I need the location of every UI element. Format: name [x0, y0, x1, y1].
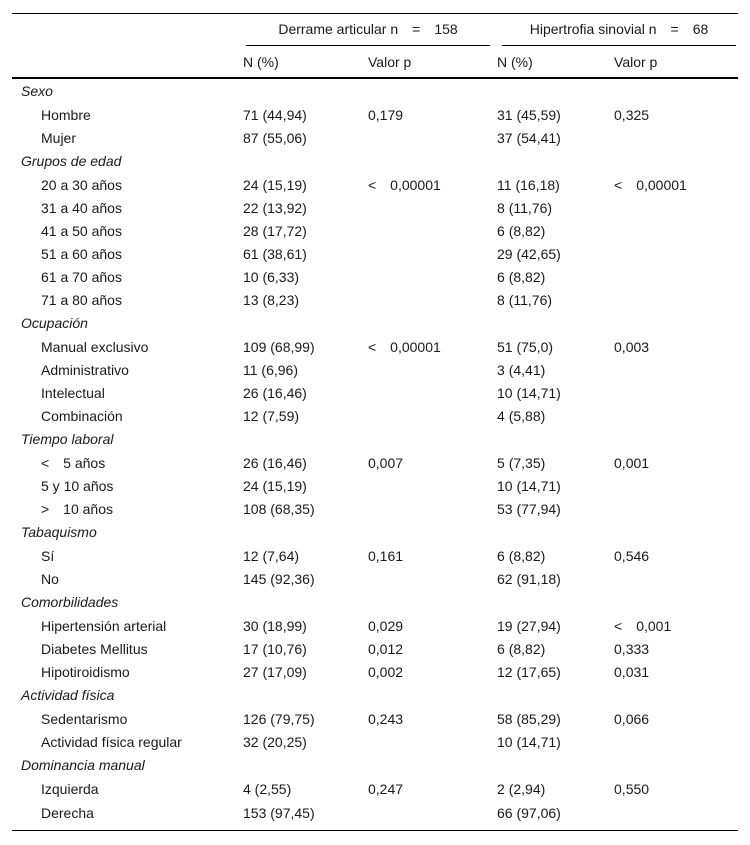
table-row — [12, 358, 738, 381]
cell-p-derrame — [361, 567, 492, 590]
cell-n-hipertrofia: 66 (97,06) — [492, 800, 609, 831]
section-title: Tabaquismo — [21, 524, 97, 540]
row-label: 51 a 60 años — [41, 245, 122, 262]
cell-n-derrame: 27 (17,09) — [243, 663, 307, 680]
section-header-row — [12, 753, 738, 777]
row-label: < 5 años — [41, 454, 106, 471]
cell-p-derrame — [361, 474, 492, 497]
table-row — [12, 800, 738, 831]
table-row — [12, 196, 738, 219]
cell-p-derrame — [361, 242, 492, 265]
row-label: Sí — [41, 547, 55, 564]
header-group-derrame: Derrame articular n = 158 — [236, 14, 492, 47]
cell-n-derrame: 71 (44,94) — [243, 106, 307, 123]
cell-n-derrame: 12 (7,59) — [243, 407, 300, 424]
cell-n-hipertrofia: 6 (8,82) — [497, 547, 546, 564]
row-label: 61 a 70 años — [41, 268, 122, 285]
cell-n-derrame: 24 (15,19) — [243, 176, 307, 193]
cell-p-hipertrofia — [609, 381, 738, 404]
cell-n-hipertrofia: 37 (54,41) — [497, 129, 561, 146]
header-group-hipertrofia: Hipertrofia sinovial n = 68 — [492, 14, 738, 47]
table-row — [12, 242, 738, 265]
cell-p-hipertrofia — [609, 265, 738, 288]
cell-n-hipertrofia: 62 (91,18) — [497, 570, 561, 587]
section-header-row — [12, 590, 738, 614]
row-label: Combinación — [41, 407, 123, 424]
row-label: 20 a 30 años — [41, 176, 122, 193]
row-label: Hipertensión arterial — [41, 617, 167, 634]
cell-p-derrame: 0,029 — [368, 617, 404, 634]
cell-p-hipertrofia — [609, 288, 738, 311]
cell-n-hipertrofia: 31 (45,59) — [497, 106, 561, 123]
section-title: Comorbilidades — [21, 594, 119, 610]
cell-n-derrame: 153 (97,45) — [236, 800, 361, 831]
cell-n-hipertrofia: 58 (85,29) — [497, 710, 561, 727]
section-title: Dominancia manual — [21, 757, 145, 773]
row-label: 41 a 50 años — [41, 222, 122, 239]
cell-n-derrame: 87 (55,06) — [243, 129, 307, 146]
cell-n-hipertrofia: 6 (8,82) — [497, 268, 546, 285]
row-label: Manual exclusivo — [41, 338, 149, 355]
cell-p-hipertrofia — [609, 196, 738, 219]
cell-n-hipertrofia: 11 (16,18) — [497, 176, 560, 193]
cell-p-derrame: 0,007 — [368, 454, 404, 471]
row-label: Intelectual — [41, 384, 105, 401]
section-title: Tiempo laboral — [21, 431, 114, 447]
row-label: Sedentarismo — [41, 710, 128, 727]
table-row — [12, 614, 738, 637]
cell-p-hipertrofia — [609, 800, 738, 831]
table-row — [12, 707, 738, 730]
section-header-row — [12, 683, 738, 707]
row-label: 5 y 10 años — [41, 477, 114, 494]
cell-n-derrame: 24 (15,19) — [243, 477, 307, 494]
cell-p-hipertrofia: 0,003 — [614, 338, 650, 355]
cell-n-hipertrofia: 6 (8,82) — [497, 640, 546, 657]
table-row — [12, 777, 738, 800]
cell-p-hipertrofia — [609, 219, 738, 242]
cell-n-hipertrofia: 8 (11,76) — [497, 199, 553, 216]
cell-n-hipertrofia: 51 (75,0) — [497, 338, 554, 355]
cell-n-hipertrofia: 6 (8,82) — [497, 222, 546, 239]
cell-n-derrame: 10 (6,33) — [243, 268, 300, 285]
cell-p-hipertrofia — [609, 126, 738, 149]
cell-p-derrame — [361, 730, 492, 753]
table-row — [12, 126, 738, 149]
table-row — [12, 544, 738, 567]
cell-n-hipertrofia: 8 (11,76) — [497, 291, 553, 308]
section-title: Actividad física — [21, 687, 115, 703]
row-label: Actividad física regular — [41, 733, 182, 750]
cell-n-derrame: 126 (79,75) — [243, 710, 315, 727]
cell-p-hipertrofia: < 0,001 — [614, 617, 672, 634]
table-row — [12, 103, 738, 126]
cell-p-derrame — [361, 288, 492, 311]
cell-p-derrame: 0,002 — [368, 663, 404, 680]
section-title: Ocupación — [21, 315, 88, 331]
cell-n-hipertrofia: 5 (7,35) — [497, 454, 546, 471]
cell-p-hipertrofia — [609, 474, 738, 497]
table-row — [12, 335, 738, 358]
cell-p-derrame: 0,243 — [368, 710, 404, 727]
row-label: Diabetes Mellitus — [41, 640, 148, 657]
cell-n-hipertrofia: 29 (42,65) — [497, 245, 561, 262]
cell-p-derrame: 0,247 — [368, 780, 404, 797]
header-n-hipertrofia: N (%) — [492, 46, 609, 78]
cell-n-derrame: 145 (92,36) — [243, 570, 315, 587]
cell-p-derrame: < 0,00001 — [368, 338, 441, 355]
cell-n-derrame: 4 (2,55) — [243, 780, 292, 797]
table-row — [12, 730, 738, 753]
cell-p-derrame — [361, 358, 492, 381]
cell-p-hipertrofia — [609, 567, 738, 590]
cell-p-derrame: 0,179 — [368, 106, 404, 123]
cell-n-derrame: 108 (68,35) — [243, 500, 315, 517]
row-label: Hombre — [41, 106, 91, 123]
section-header-row — [12, 520, 738, 544]
row-label: Administrativo — [41, 361, 129, 378]
row-label: Hipotiroidismo — [41, 663, 130, 680]
cell-n-hipertrofia: 10 (14,71) — [497, 384, 561, 401]
cell-p-hipertrofia — [609, 358, 738, 381]
cell-n-derrame: 26 (16,46) — [243, 454, 307, 471]
cell-p-hipertrofia: 0,066 — [614, 710, 650, 727]
table-row — [12, 660, 738, 683]
section-title: Grupos de edad — [21, 153, 122, 169]
header-p-derrame: Valor p — [361, 46, 492, 78]
cell-n-hipertrofia: 53 (77,94) — [497, 500, 561, 517]
cell-p-hipertrofia: < 0,00001 — [614, 176, 687, 193]
table-row — [12, 219, 738, 242]
cell-n-derrame: 30 (18,99) — [243, 617, 307, 634]
cell-p-derrame — [361, 800, 492, 831]
cell-p-derrame: < 0,00001 — [368, 176, 441, 193]
cell-p-derrame — [361, 404, 492, 427]
cell-n-derrame: 11 (6,96) — [243, 361, 298, 378]
cell-n-derrame: 17 (10,76) — [243, 640, 307, 657]
cell-n-hipertrofia: 10 (14,71) — [497, 733, 561, 750]
table-row — [12, 474, 738, 497]
cell-p-hipertrofia: 0,325 — [614, 106, 650, 123]
cell-n-derrame: 13 (8,23) — [243, 291, 300, 308]
cell-n-hipertrofia: 4 (5,88) — [497, 407, 546, 424]
row-label: 31 a 40 años — [41, 199, 122, 216]
cell-p-derrame — [361, 381, 492, 404]
table-row — [12, 173, 738, 196]
table-row — [12, 288, 738, 311]
table-row — [12, 265, 738, 288]
table-row — [12, 381, 738, 404]
cell-p-hipertrofia: 0,001 — [614, 454, 650, 471]
table-row — [12, 567, 738, 590]
row-label: Derecha — [12, 800, 236, 831]
table-row — [12, 451, 738, 474]
header-group-row — [12, 14, 738, 47]
header-empty-cell — [12, 46, 236, 78]
cell-p-derrame: 0,012 — [368, 640, 404, 657]
cell-n-derrame: 32 (20,25) — [243, 733, 307, 750]
section-header-row — [12, 149, 738, 173]
cell-n-derrame: 12 (7,64) — [243, 547, 300, 564]
row-label: 71 a 80 años — [41, 291, 122, 308]
table-row — [12, 497, 738, 520]
cell-p-hipertrofia: 0,550 — [614, 780, 650, 797]
table-body — [12, 78, 738, 831]
cell-n-derrame: 109 (68,99) — [243, 338, 315, 355]
table-row — [12, 637, 738, 660]
header-n-derrame: N (%) — [236, 46, 361, 78]
cell-p-hipertrofia — [609, 242, 738, 265]
cell-p-derrame — [361, 219, 492, 242]
cell-p-derrame: 0,161 — [368, 547, 404, 564]
row-label: No — [41, 570, 59, 587]
section-header-row — [12, 78, 738, 103]
cell-p-hipertrofia: 0,333 — [614, 640, 650, 657]
section-title: Sexo — [21, 83, 53, 99]
section-header-row — [12, 311, 738, 335]
section-header-row — [12, 427, 738, 451]
cell-n-hipertrofia: 19 (27,94) — [497, 617, 561, 634]
cell-p-derrame — [361, 196, 492, 219]
header-empty-cell — [12, 14, 236, 47]
cell-n-hipertrofia: 12 (17,65) — [497, 663, 561, 680]
cell-p-hipertrofia — [609, 497, 738, 520]
cell-n-hipertrofia: 10 (14,71) — [497, 477, 561, 494]
cell-n-derrame: 28 (17,72) — [243, 222, 307, 239]
cell-n-derrame: 26 (16,46) — [243, 384, 307, 401]
cell-p-hipertrofia — [609, 730, 738, 753]
cell-n-derrame: 22 (13,92) — [243, 199, 307, 216]
cell-p-hipertrofia: 0,031 — [614, 663, 650, 680]
cell-n-hipertrofia: 2 (2,94) — [497, 780, 546, 797]
header-p-hipertrofia: Valor p — [609, 46, 738, 78]
data-table — [12, 13, 738, 831]
cell-p-derrame — [361, 497, 492, 520]
cell-p-derrame — [361, 126, 492, 149]
cell-n-derrame: 61 (38,61) — [243, 245, 307, 262]
table-row — [12, 404, 738, 427]
row-label: Mujer — [41, 129, 77, 146]
row-label: > 10 años — [41, 500, 113, 517]
cell-p-derrame — [361, 265, 492, 288]
header-column-row — [12, 46, 738, 78]
cell-p-hipertrofia: 0,546 — [614, 547, 650, 564]
row-label: Izquierda — [41, 780, 99, 797]
cell-p-hipertrofia — [609, 404, 738, 427]
cell-n-hipertrofia: 3 (4,41) — [497, 361, 546, 378]
